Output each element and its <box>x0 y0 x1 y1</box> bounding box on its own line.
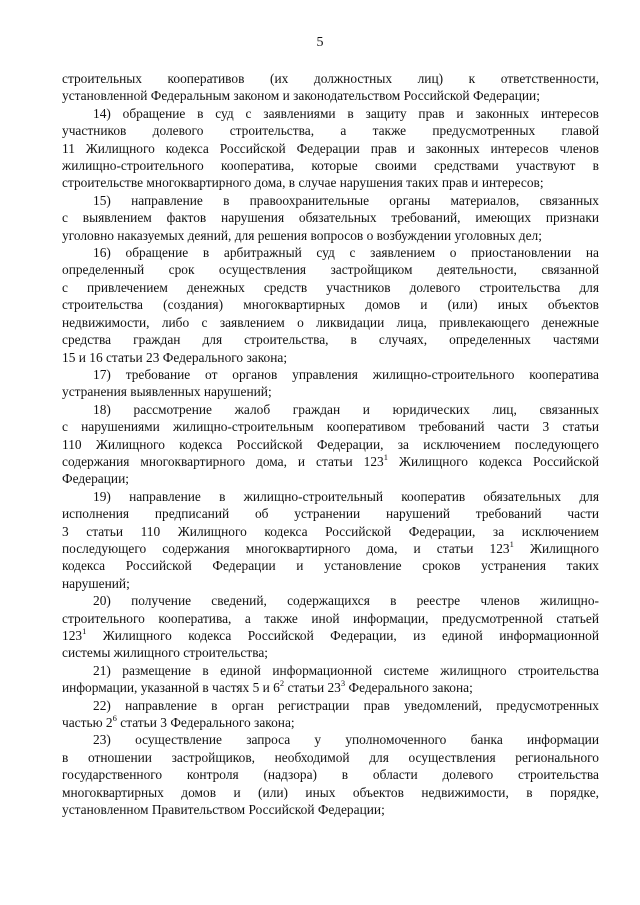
text-line: 15 и 16 статьи 23 Федерального закона; <box>62 349 288 365</box>
superscript: 3 <box>340 678 346 689</box>
page-number: 5 <box>316 35 324 50</box>
paragraph-item-22 <box>62 697 599 732</box>
superscript: 1 <box>509 538 514 549</box>
text-line: с нарушениями жилищно-строительным кооперативом требований части 3 статьи <box>62 419 599 435</box>
text-line: недвижимости, либо с заявлением о ликвидации лица, привлекающего денежные <box>62 314 599 330</box>
paragraph-item-21 <box>62 662 599 697</box>
text-line: определенный срок осуществления застройщиком деятельности, связанной <box>62 262 599 278</box>
document-body <box>62 70 599 818</box>
text-line: Федерации; <box>62 471 129 487</box>
text-line: с привлечением денежных средств участников долевого строительства для <box>62 279 599 295</box>
text-line: установленной Федеральным законом и законодательством Российской Федерации; <box>62 88 540 104</box>
paragraph-item-14 <box>62 105 599 192</box>
text-fragment: содержания многоквартирного дома, и статьи 123 <box>62 453 384 469</box>
text-fragment: частью 2 <box>62 715 113 731</box>
paragraph-item-17 <box>62 366 599 401</box>
text-line: кодекса Российской Федерации и установление сроков устранения таких <box>62 558 599 574</box>
text-line: системы жилищного строительства; <box>62 645 269 661</box>
text-line <box>62 540 599 557</box>
paragraph-item-16 <box>62 244 599 366</box>
text-line: установленном Правительством Российской Федерации; <box>62 802 385 818</box>
paragraph-continuation <box>62 70 599 105</box>
text-line: жилищно-строительного кооператива, которые своими средствами участвуют в <box>62 158 599 174</box>
text-line: 22) направление в орган регистрации прав уведомлений, предусмотренных <box>93 697 599 713</box>
text-line: строительных кооперативов (их должностных лиц) к ответственности, <box>62 71 599 86</box>
text-fragment: Жилищного кодекса Российской Федерации, из единой информационной <box>86 628 599 643</box>
paragraph-item-19 <box>62 488 599 592</box>
text-line: 11 Жилищного кодекса Российской Федерации прав и законных интересов членов <box>62 140 599 156</box>
paragraph-item-18 <box>62 401 599 488</box>
text-line: 23) осуществление запроса у уполномоченного банка информации <box>93 732 599 748</box>
superscript: 1 <box>82 626 87 636</box>
text-line: 18) рассмотрение жалоб граждан и юридических лиц, связанных <box>93 401 599 417</box>
text-line: нарушений; <box>62 575 130 591</box>
text-line: в отношении застройщиков, необходимой для осуществления регионального <box>62 749 599 765</box>
text-fragment: последующего содержания многоквартирного дома, и статьи 123 <box>62 540 510 556</box>
text-line: 110 Жилищного кодекса Российской Федерации, за исключением последующего <box>62 436 599 452</box>
text-line: 15) направление в правоохранительные органы материалов, связанных <box>93 192 599 208</box>
text-line: 21) размещение в единой информационной системе жилищного строительства <box>93 662 599 678</box>
text-line: устранения выявленных нарушений; <box>62 384 272 400</box>
text-line: 3 статьи 110 Жилищного кодекса Российской Федерации, за исключением <box>62 523 599 539</box>
text-fragment: Федерального закона; <box>348 680 473 696</box>
text-line <box>62 453 599 470</box>
text-fragment: информации, указанной в частях 5 и 6 <box>62 680 280 696</box>
text-line <box>62 714 599 731</box>
text-line: уголовно наказуемых деяний, для решения вопросов о возбуждении уголовных дел; <box>62 227 542 243</box>
paragraph-item-15 <box>62 192 599 244</box>
text-line: средства граждан для строительства, в случаях, определенных частями <box>62 332 599 348</box>
text-line: 17) требование от органов управления жилищно-строительного кооператива <box>93 366 599 382</box>
text-line: с выявлением фактов нарушения обязательных требований, имеющих признаки <box>62 210 599 226</box>
text-fragment: 123 <box>62 628 83 643</box>
text-fragment: статьи 23 <box>284 680 341 696</box>
text-line: государственного контроля (надзора) в области долевого строительства <box>62 767 599 783</box>
text-line: участников долевого строительства, а также предусмотренных главой <box>62 123 599 139</box>
paragraph-item-23 <box>62 731 599 818</box>
text-fragment: Жилищного кодекса Российской <box>388 453 599 469</box>
text-line: многоквартирных домов и (или) иных объектов недвижимости, в порядке, <box>62 784 599 800</box>
text-line: исполнения предписаний об устранении нарушений требований части <box>62 506 599 522</box>
text-line <box>62 627 599 644</box>
text-line: строительстве многоквартирного дома, в случае нарушения таких прав и интересов; <box>62 175 544 191</box>
text-fragment: статьи 3 Федерального закона; <box>120 715 295 731</box>
text-line: строительного кооператива, а также иной информации, предусмотренной статьей <box>62 610 599 626</box>
superscript: 1 <box>383 451 388 462</box>
superscript: 2 <box>279 678 285 689</box>
text-line: 19) направление в жилищно-строительный кооператив обязательных для <box>93 488 599 504</box>
text-line: строительства (создания) многоквартирных домов и (или) иных объектов <box>62 297 599 313</box>
text-line <box>62 679 599 696</box>
text-line: 16) обращение в арбитражный суд с заявлением о приостановлении на <box>93 245 599 261</box>
text-line: 20) получение сведений, содержащихся в реестре членов жилищно- <box>93 593 599 609</box>
text-fragment: Жилищного <box>513 540 600 556</box>
paragraph-item-20 <box>62 592 599 662</box>
superscript: 6 <box>112 713 117 724</box>
text-line: 14) обращение в суд с заявлениями в защиту прав и законных интересов <box>93 105 599 121</box>
